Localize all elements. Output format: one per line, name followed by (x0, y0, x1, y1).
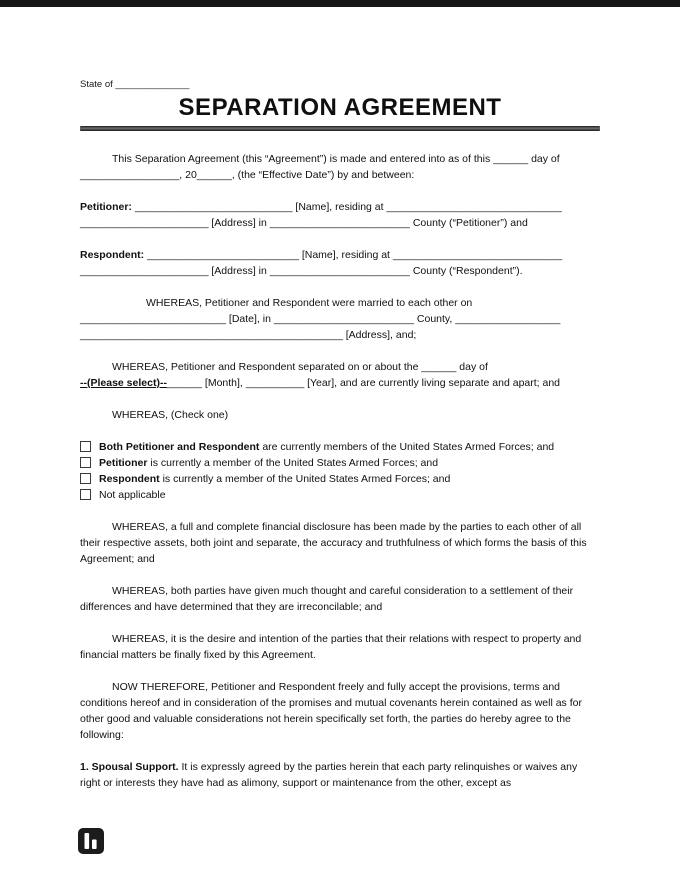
separation-line-2 (80, 375, 600, 391)
page-title: SEPARATION AGREEMENT (178, 94, 502, 121)
spousal-support-heading: 1. Spousal Support. (80, 761, 179, 773)
state-of-line (80, 79, 600, 90)
checkbox-label-rest: are currently members of the United States Armed Forces; and (259, 441, 555, 453)
check-one-paragraph (80, 407, 600, 423)
month-select-dropdown[interactable]: --(Please select)-- (80, 377, 167, 389)
respondent-line-2: ______________________ [Address] in ________________________ County (“Respondent”). (80, 265, 523, 277)
separation-line-2-rest: ______ [Month], __________ [Year], and are currently living separate and apart; and (166, 377, 561, 389)
checkbox-row-respondent-member (80, 471, 600, 487)
checkbox-label (99, 471, 450, 487)
checkbox-row-both-members (80, 439, 600, 455)
petitioner-name-blank: ___________________________ [Name], residing at ______________________________ (131, 201, 562, 213)
checkbox-label (99, 455, 438, 471)
petitioner-paragraph (80, 199, 600, 231)
respondent-name-blank: __________________________ [Name], residing at _____________________________ (144, 249, 563, 261)
now-therefore-paragraph: NOW THEREFORE, Petitioner and Respondent freely and fully accept the provisions, terms and conditions hereof and in consideration of the promises and mutual covenants herein contained as well as for other good and valuable considerations not herein specifically set forth, the parties do hereby agree to the following: (80, 681, 582, 741)
respondent-line-1 (80, 247, 600, 263)
checkbox-not-applicable[interactable] (80, 489, 91, 500)
petitioner-line-2: ______________________ [Address] in ________________________ County (“Petitioner”) and (80, 217, 528, 229)
armed-forces-checklist (80, 439, 600, 503)
state-of-blank: ______________ (112, 79, 190, 90)
checkbox-row-not-applicable (80, 487, 600, 503)
intro-line-1: This Separation Agreement (this “Agreement”) is made and entered into as of this ______ day of (112, 153, 560, 165)
checkbox-label (99, 487, 166, 503)
check-one-text: WHEREAS, (Check one) (112, 409, 229, 421)
settlement-whereas: WHEREAS, both parties have given much thought and careful consideration to a settlement of their differences and have determined that they are irreconcilable; and (80, 585, 574, 613)
state-of-label: State of (80, 79, 113, 90)
checkbox-label-rest: Not applicable (99, 489, 166, 501)
spousal-support-section (80, 759, 600, 791)
legaltemplates-logo (78, 828, 104, 854)
checkbox-label (99, 439, 554, 455)
separation-whereas-paragraph (80, 359, 600, 391)
checkbox-respondent-member[interactable] (80, 473, 91, 484)
petitioner-label: Petitioner: (80, 201, 132, 213)
checkbox-petitioner-member[interactable] (80, 457, 91, 468)
checkbox-label-bold: Respondent (99, 473, 160, 485)
checkbox-label-rest: is currently a member of the United States Armed Forces; and (159, 473, 451, 485)
spousal-support-body: It is expressly agreed by the parties herein that each party relinquishes or waives any right or interests they have had as alimony, support or maintenance from the other, except as (80, 761, 578, 789)
checkbox-row-petitioner-member (80, 455, 600, 471)
logo-mark-icon (84, 833, 98, 849)
document-content (0, 7, 680, 791)
marriage-line-1: WHEREAS, Petitioner and Respondent were married to each other on (146, 297, 473, 309)
intro-paragraph (80, 151, 600, 183)
petitioner-line-1 (80, 199, 600, 215)
intro-line-2: _________________, 20______, (the “Effective Date”) by and between: (80, 169, 415, 181)
respondent-label: Respondent: (80, 249, 145, 261)
checkbox-label-bold: Petitioner (99, 457, 148, 469)
top-border-bar (0, 0, 680, 7)
financial-disclosure-whereas: WHEREAS, a full and complete financial disclosure has been made by the parties to each other of all their respective assets, both joint and separate, the accuracy and truthfulness of which forms the basis of this Agreement; and (80, 521, 587, 565)
marriage-line-3: _____________________________________________ [Address], and; (80, 329, 417, 341)
document-body (80, 151, 600, 791)
marriage-line-2: _________________________ [Date], in ________________________ County, __________________ (80, 313, 561, 325)
marriage-whereas-paragraph (80, 295, 600, 343)
checkbox-label-rest: is currently a member of the United States Armed Forces; and (147, 457, 439, 469)
title-divider (80, 126, 600, 131)
desire-whereas: WHEREAS, it is the desire and intention of the parties that their relations with respect to property and financial matters be finally fixed by this Agreement. (80, 633, 582, 661)
checkbox-label-bold: Both Petitioner and Respondent (99, 441, 260, 453)
respondent-paragraph (80, 247, 600, 279)
separation-line-1: WHEREAS, Petitioner and Respondent separated on or about the ______ day of (112, 361, 488, 373)
checkbox-both-members[interactable] (80, 441, 91, 452)
